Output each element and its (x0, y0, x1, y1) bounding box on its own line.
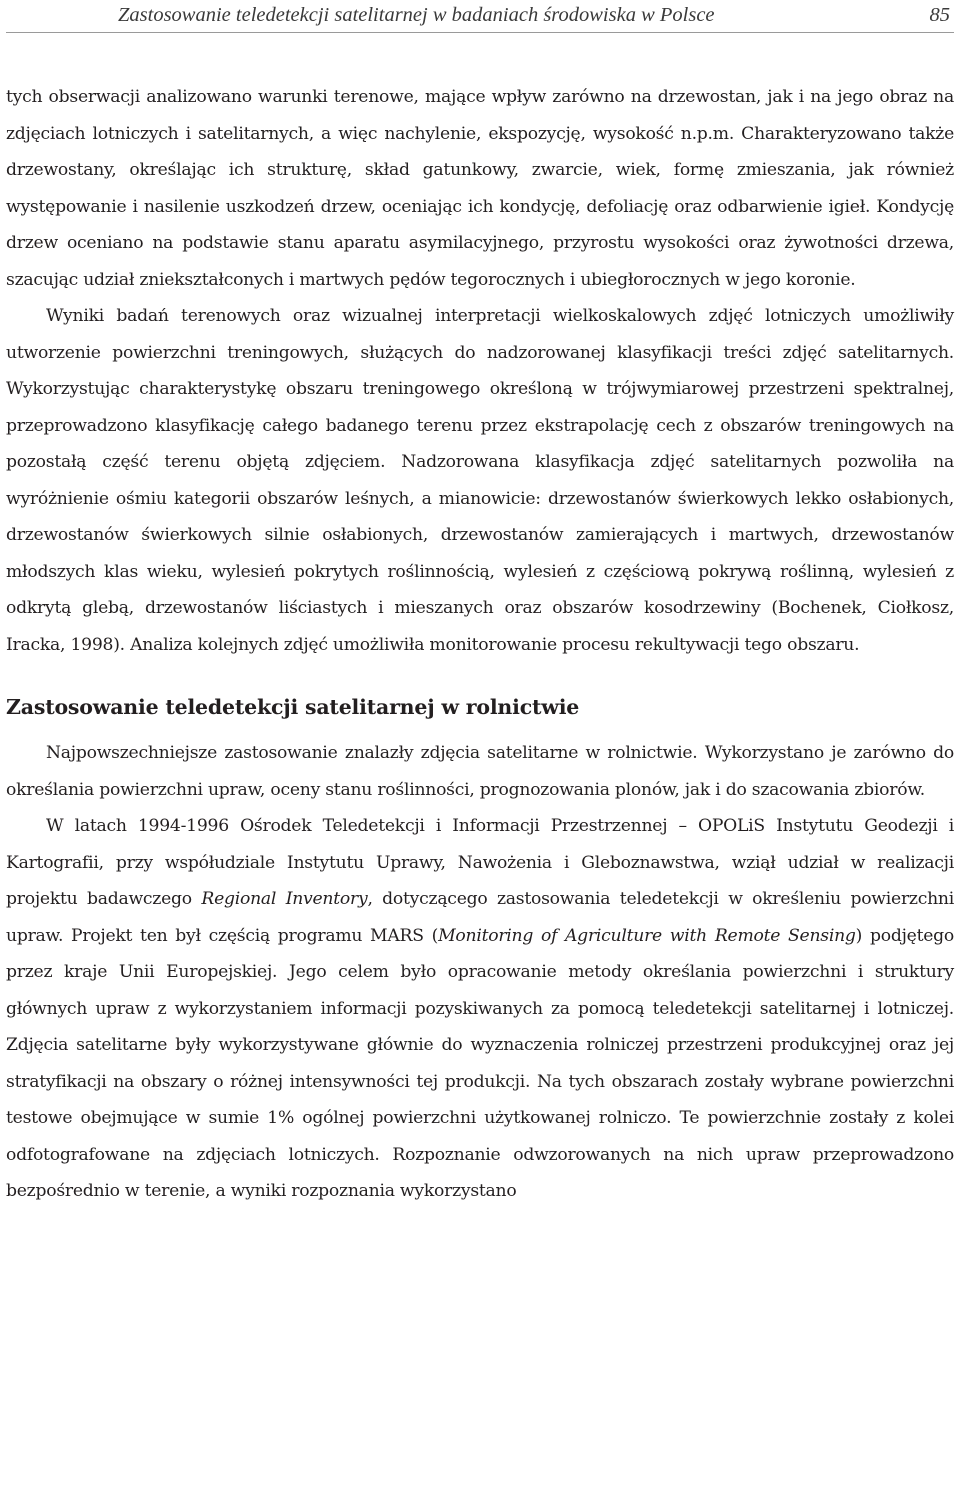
program-name-italic: Monitoring of Agriculture with Remote Sensing (438, 925, 856, 946)
section-forest-text (6, 79, 954, 663)
running-title: Zastosowanie teledetekcji satelitarnej w badaniach środowiska w Polsce (118, 4, 715, 26)
document-page (6, 0, 954, 1210)
paragraph-project-part-b: , dotyczącego zastosowania teledetekcji w określeniu powierzchni upraw. Projekt ten był częścią programu MARS ( (6, 889, 954, 946)
section-agriculture-text (6, 735, 954, 1210)
paragraph-results: Wyniki badań terenowych oraz wizualnej interpretacji wielkoskalowych zdjęć lotniczych umożliwiły utworzenie powierzchni treningowych, służących do nadzorowanej klasyfikacji treści zdjęć satelitarnych. Wykorzystując charakterystykę obszaru treningowego określoną w trójwymiarowej przestrzeni spektralnej, przeprowadzono klasyfikację całego badanego terenu przez ekstrapolację cech z obszarów treningowych na pozostałą część terenu objętą zdjęciem. Nadzorowana klasyfikacja zdjęć satelitarnych pozwoliła na wyróżnienie ośmiu kategorii obszarów leśnych, a mianowicie: drzewostanów świerkowych lekko osłabionych, drzewostanów świerkowych silnie osłabionych, drzewostanów zamierających i martwych, drzewostanów młodszych klas wieku, wylesień pokrytych roślinnością, wylesień z częściową pokrywą roślinną, wylesień z odkrytą glebą, drzewostanów liściastych i mieszanych oraz obszarów kosodrzewiny (Bochenek, Ciołkosz, Iracka, 1998). Analiza kolejnych zdjęć umożliwiła monitorowanie procesu rekultywacji tego obszaru. (6, 306, 954, 655)
project-name-italic: Regional Inventory (201, 889, 368, 909)
paragraph-intro: Najpowszechniejsze zastosowanie znalazły zdjęcia satelitarne w rolnictwie. Wykorzystano je zarówno do określania powierzchni upraw, oceny stanu roślinności, prognozowania plonów, jak i do szacowania zbiorów. (6, 743, 954, 800)
paragraph-project (6, 808, 954, 1210)
paragraph-continued: tych obserwacji analizowano warunki terenowe, mające wpływ zarówno na drzewostan, jak i na jego obraz na zdjęciach lotniczych i satelitarnych, a więc nachylenie, ekspozycję, wysokość n.p.m. Charakteryzowano także drzewostany, określając ich strukturę, skład gatunkowy, zwarcie, wiek, formę zmieszania, jak również występowanie i nasilenie uszkodzeń drzew, oceniając ich kondycję, defoliację oraz odbarwienie igieł. Kondycję drzew oceniano na podstawie stanu aparatu asymilacyjnego, przyrostu wysokości oraz żywotności drzewa, szacując udział zniekształconych i martwych pędów tegorocznych i ubiegłorocznych w jego koronie. (6, 87, 954, 290)
section-heading-agriculture: Zastosowanie teledetekcji satelitarnej w rolnictwie (6, 695, 580, 719)
running-header (6, 0, 954, 33)
paragraph-project-part-a: W latach 1994-1996 Ośrodek Teledetekcji i Informacji Przestrzennej – OPOLiS Instytutu Geodezji i Kartografii, przy współudziale Instytutu Uprawy, Nawożenia i Gleboznawstwa, wziął udział w realizacji projektu badawczego (6, 816, 954, 909)
paragraph-project-part-c: ) podjętego przez kraje Unii Europejskiej. Jego celem było opracowanie metody określania powierzchni i struktury głównych upraw z wykorzystaniem informacji pozyskiwanych za pomocą teledetekcji satelitarnej i lotniczej. Zdjęcia satelitarne były wykorzystywane głównie do wyznaczenia rolniczej przestrzeni produkcyjnej oraz jej stratyfikacji na obszary o różnej intensywności tej produkcji. Na tych obszarach zostały wybrane powierzchni testowe obejmujące w sumie 1% ogólnej powierzchni użytkowanej rolniczo. Te powierzchnie zostały z kolei odfotografowane na zdjęciach lotniczych. Rozpoznanie odwzorowanych na nich upraw przeprowadzono bezpośrednio w terenie, a wyniki rozpoznania wykorzystano (6, 925, 955, 1201)
page-number: 85 (929, 4, 950, 26)
